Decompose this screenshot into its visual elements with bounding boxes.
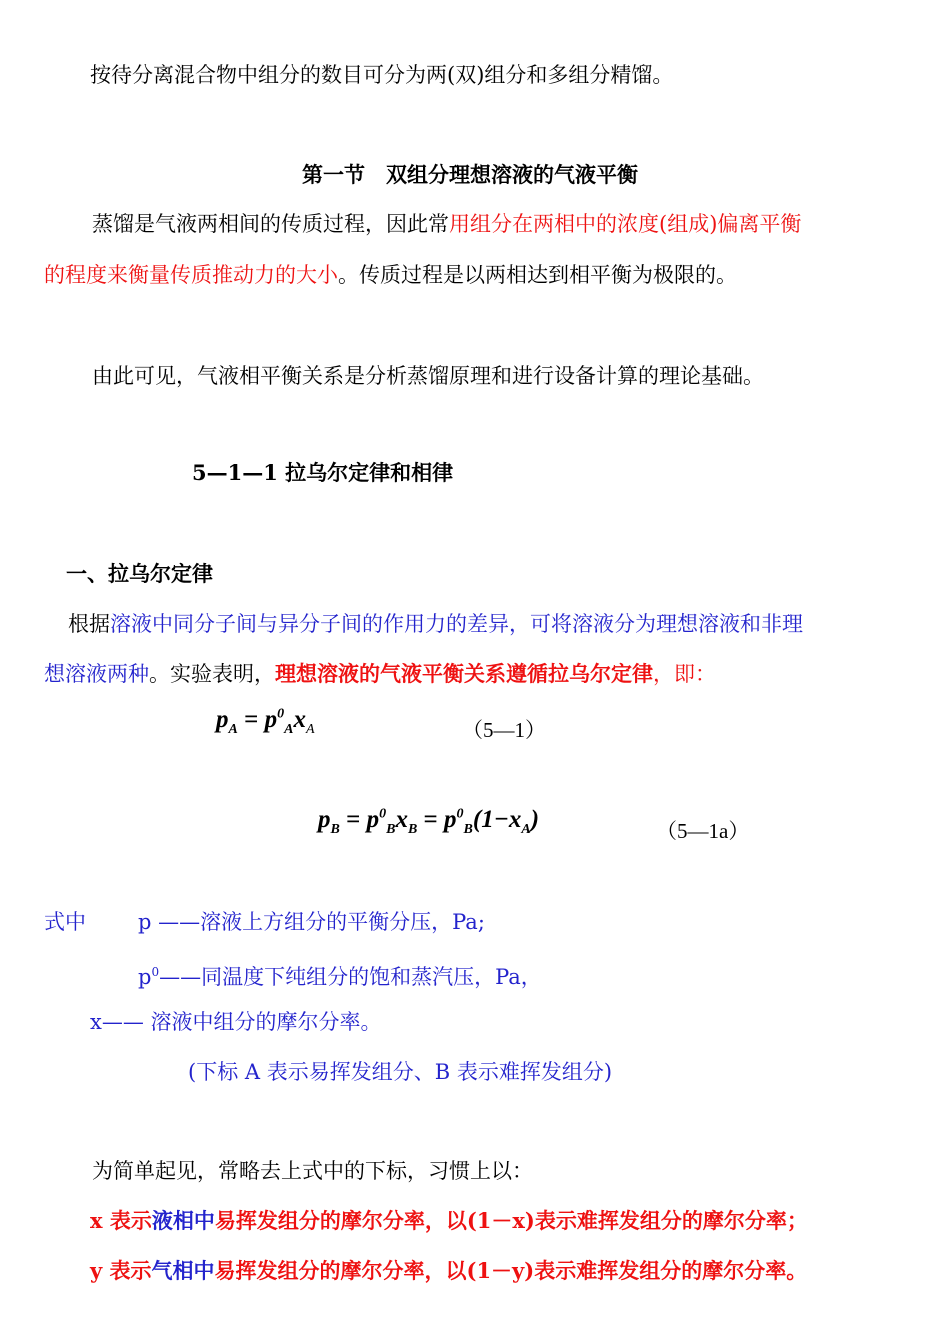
section-title — [302, 161, 638, 189]
legend-note-text: (下标 A 表示易挥发组分、B 表示难挥发组分) — [188, 1060, 613, 1084]
intro-paragraph — [90, 61, 673, 89]
eq2-paren-sub: A — [521, 822, 531, 837]
def-y-text-2-blue: 气相中 — [151, 1258, 215, 1283]
raoult-paragraph-line2 — [44, 660, 716, 688]
legend-x — [90, 1008, 382, 1036]
basis-paragraph — [92, 362, 764, 390]
legend-label-text: 式中 — [44, 910, 86, 934]
eq1-equals: = — [237, 706, 265, 733]
eq2-p0b-sub: B — [463, 822, 473, 837]
subsection-title — [192, 459, 453, 487]
raoult-text-4: 。实验表明， — [149, 662, 275, 686]
raoult-text-1: 根据 — [68, 612, 110, 636]
eq1-p0-sub: A — [284, 722, 294, 737]
legend-x-text: x—— 溶液中组分的摩尔分率。 — [90, 1010, 382, 1034]
eq1-lhs-sub: A — [228, 722, 238, 737]
equation-5-1a — [318, 806, 539, 838]
def-y-text-3: 易挥发组分的摩尔分率，以(1－y)表示难挥发组分的摩尔分率。 — [214, 1258, 808, 1283]
legend-p0-text: ——同温度下纯组分的饱和蒸汽压，Pa， — [159, 965, 542, 989]
def-y-text-1: y 表示 — [90, 1258, 152, 1283]
eq2-x-sub: B — [407, 822, 418, 837]
legend-label — [44, 908, 86, 936]
eq2-lhs-sub: B — [330, 822, 340, 837]
definition-y — [90, 1257, 807, 1285]
eq2-p0-sub: B — [386, 822, 396, 837]
def-x-text-3: 易挥发组分的摩尔分率，以(1－x)表示难挥发组分的摩尔分率； — [214, 1208, 808, 1233]
basis-text: 由此可见，气液相平衡关系是分析蒸馏原理和进行设备计算的理论基础。 — [92, 364, 764, 388]
eq2-p0: p — [366, 806, 380, 833]
eq2-equals-2: = — [417, 806, 445, 833]
eq2-number-text: （5—1a） — [656, 819, 750, 843]
eq1-x-sub: A — [305, 722, 315, 737]
raoult-heading-text: 一、拉乌尔定律 — [66, 561, 213, 586]
eq1-lhs: p — [216, 706, 229, 733]
distill-paragraph-line1 — [92, 210, 801, 238]
eq2-x: x — [395, 806, 408, 833]
subsection-title-text: 5—1—1 拉乌尔定律和相律 — [192, 460, 454, 485]
eq1-number-text: （5—1） — [462, 718, 546, 742]
definition-x — [90, 1207, 808, 1235]
section-title-text: 第一节 双组分理想溶液的气液平衡 — [302, 162, 638, 187]
eq1-p0: p — [264, 706, 278, 733]
def-x-text-2-blue: 液相中 — [151, 1208, 215, 1233]
eq2-p0b-sup: 0 — [456, 806, 464, 822]
raoult-text-6: ，即： — [653, 662, 716, 686]
eq2-close: ) — [530, 806, 540, 833]
raoult-text-5-highlight: 理想溶液的气液平衡关系遵循拉乌尔定律 — [275, 661, 653, 686]
eq1-x: x — [293, 706, 306, 733]
legend-p0-sup: 0 — [151, 965, 160, 979]
raoult-text-3-blue: 想溶液两种 — [44, 662, 149, 686]
equation-5-1-number — [462, 714, 546, 744]
legend-p0 — [138, 958, 542, 991]
legend-p0-sym: p — [138, 965, 152, 989]
distill-paragraph-line2 — [44, 261, 737, 289]
eq2-equals-1: = — [339, 806, 367, 833]
eq1-p0-sup: 0 — [277, 706, 285, 722]
equation-5-1 — [216, 706, 315, 738]
raoult-text-2-blue: 溶液中同分子间与异分子间的作用力的差异，可将溶液分为理想溶液和非理 — [110, 612, 803, 636]
def-x-text-1: x 表示 — [90, 1208, 152, 1233]
distill-text-2-highlight: 用组分在两相中的浓度(组成)偏离平衡 — [449, 212, 802, 236]
legend-p-text: p ——溶液上方组分的平衡分压，Pa; — [138, 910, 485, 934]
eq2-p0-sup: 0 — [379, 806, 387, 822]
eq2-paren: (1−x — [472, 806, 522, 833]
distill-text-1: 蒸馏是气液两相间的传质过程，因此常 — [92, 212, 449, 236]
simplify-text: 为简单起见，常略去上式中的下标，习惯上以： — [92, 1159, 533, 1183]
raoult-paragraph-line1 — [68, 610, 803, 638]
legend-p — [138, 908, 485, 936]
eq2-p0b: p — [444, 806, 457, 833]
eq2-lhs: p — [318, 806, 331, 833]
equation-5-1a-number — [656, 815, 749, 845]
legend-note — [188, 1058, 612, 1086]
distill-text-3-highlight: 的程度来衡量传质推动力的大小 — [44, 263, 338, 287]
intro-text: 按待分离混合物中组分的数目可分为两(双)组分和多组分精馏。 — [90, 63, 674, 87]
raoult-heading — [66, 560, 213, 588]
distill-text-4: 。传质过程是以两相达到相平衡为极限的。 — [338, 263, 737, 287]
simplify-paragraph — [92, 1157, 533, 1185]
